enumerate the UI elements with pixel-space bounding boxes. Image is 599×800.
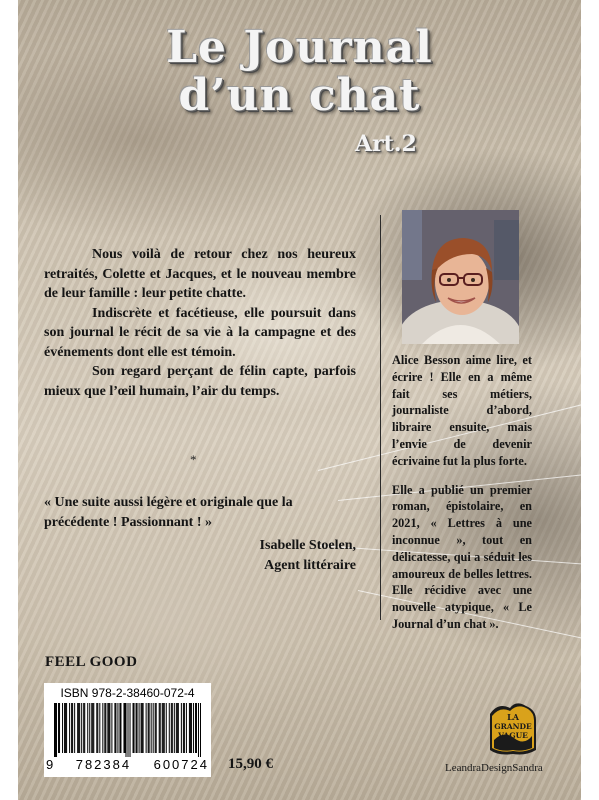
price-label: 15,90 € [228,756,273,772]
wave-logo-icon [486,700,540,756]
barcode-bar [96,703,97,753]
blurb-paragraph: Son regard perçant de félin capte, parfois mieux que l’œil humain, l’air du temps. [44,364,356,399]
book-title-line-1: Le Journal [166,22,433,73]
barcode-bar [81,703,82,753]
bio-paragraph: Alice Besson aime lire, et écrire ! Elle en a même fait ses métiers, journaliste d’abord, libraire ensuite, mais l’envie de devenir écrivaine fut la plus forte. [392,353,532,468]
book-blurb [44,245,356,401]
barcode-bar [65,703,66,753]
designer-credit: LeandraDesignSandra [445,762,543,774]
barcode-bar [64,703,65,753]
barcode-bar [193,703,194,753]
barcode-bar [181,703,182,753]
barcode-bar [198,703,199,757]
barcode-bar [142,703,143,753]
barcode-bar [146,703,147,753]
barcode-bar [172,703,173,753]
barcode-bar [141,703,142,753]
barcode-bar [125,703,126,757]
barcode-bar [200,703,201,757]
barcode-bar [78,703,79,753]
bio-paragraph: Elle a publié un premier roman, épistolaire, en 2021, « Lettres à une inconnue », tout en délicatesse, qui a séduit les amoureux de belles lettres. Elle récidive avec une nouvelle atypique, « Le Journal d’un chat ». [392,482,532,631]
barcode-bar [196,703,197,753]
barcode-bar [133,703,134,753]
barcode-icon [54,703,201,757]
barcode-bar [186,703,187,753]
barcode-bar [128,703,129,757]
barcode-bar [153,703,154,753]
barcode-bar [109,703,110,753]
barcode-digit-group: 600724 [153,757,209,772]
barcode-bar [163,703,164,753]
barcode-bar [177,703,178,753]
review-quote-source [44,536,356,575]
blurb-paragraph: Nous voilà de retour chez nos heureux retraités, Colette et Jacques, et le nouveau membre de leur famille : leur petite chatte. [44,247,356,301]
barcode-bar [114,703,115,753]
barcode-bar [149,703,150,753]
barcode-bar [189,703,190,753]
barcode-bar [111,703,112,753]
barcode-bar [174,703,175,753]
barcode-bar [134,703,135,753]
barcode-bar [155,703,156,753]
barcode-digits [46,757,209,772]
barcode-bar [169,703,170,753]
barcode-bar [77,703,78,753]
barcode-bar [190,703,191,753]
author-bio [392,352,532,645]
isbn-label: ISBN 978-2-38460-072-4 [60,686,195,700]
barcode-bar [137,703,138,753]
barcode-bar [115,703,116,753]
barcode-bar [102,703,103,753]
barcode-bar [164,703,165,753]
barcode-bar [117,703,118,753]
logo-text-vague: VAGUE [498,731,528,740]
barcode-bar [148,703,149,753]
publisher-logo [486,700,540,756]
barcode-bar [59,703,60,753]
barcode-bar [99,703,100,753]
barcode-bar [84,703,85,753]
barcode-bar [124,703,125,753]
quote-author: Isabelle Stoelen, [259,538,356,553]
barcode-bar [74,703,75,753]
barcode-bar [195,703,196,753]
logo-text-la: LA [507,712,519,722]
barcode-bar [151,703,152,753]
barcode-bar [159,703,160,753]
barcode-bar [91,703,92,753]
barcode-bar [123,703,124,753]
barcode-bar [58,703,59,753]
barcode-bar [69,703,70,753]
barcode-digit-group: 9 [46,757,54,772]
review-quote: « Une suite aussi légère et originale que la précédente ! Passionnant ! » [44,495,293,530]
barcode-bar [178,703,179,753]
barcode-bar [156,703,157,753]
barcode-panel [44,683,211,777]
barcode-bar [54,703,55,757]
barcode-bar [191,703,192,753]
barcode-bar [97,703,98,753]
barcode-bar [130,703,131,757]
barcode-bar [136,703,137,753]
column-divider [380,215,381,620]
barcode-bar [139,703,140,753]
quote-author-role: Agent littéraire [264,557,356,573]
barcode-bar [72,703,73,753]
barcode-bar [119,703,120,753]
barcode-bar [105,703,106,753]
barcode-bar [108,703,109,753]
separator-star: * [190,452,197,467]
barcode-bar [79,703,80,753]
book-subtitle: Art.2 [355,131,417,157]
logo-text-grande: GRANDE [494,722,532,731]
barcode-bar [104,703,105,753]
barcode-bar [183,703,184,753]
barcode-bar [89,703,90,753]
barcode-bar [160,703,161,753]
barcode-bar [162,703,163,753]
barcode-bar [171,703,172,753]
barcode-bar [107,703,108,753]
barcode-bar [92,703,93,753]
barcode-bar [62,703,63,753]
barcode-bar [93,703,94,753]
barcode-bar [71,703,72,753]
author-portrait-image [402,210,519,344]
barcode-bar [87,703,88,753]
barcode-bar [83,703,84,753]
barcode-bar [184,703,185,753]
barcode-bar [66,703,67,753]
blurb-paragraph: Indiscrète et facétieuse, elle poursuit dans son journal le récit de sa vie à la campagne et des événements dont elle est témoin. [44,305,356,360]
barcode-bar [120,703,121,753]
barcode-bar [55,703,56,757]
author-photo [402,210,519,344]
barcode-bar [166,703,167,753]
barcode-bar [143,703,144,753]
book-title-line-2: d’un chat [178,70,421,121]
back-cover [18,0,581,800]
genre-label: FEEL GOOD [45,654,138,670]
barcode-digit-group: 782384 [75,757,132,772]
barcode-bar [176,703,177,753]
barcode-bar [56,703,57,757]
